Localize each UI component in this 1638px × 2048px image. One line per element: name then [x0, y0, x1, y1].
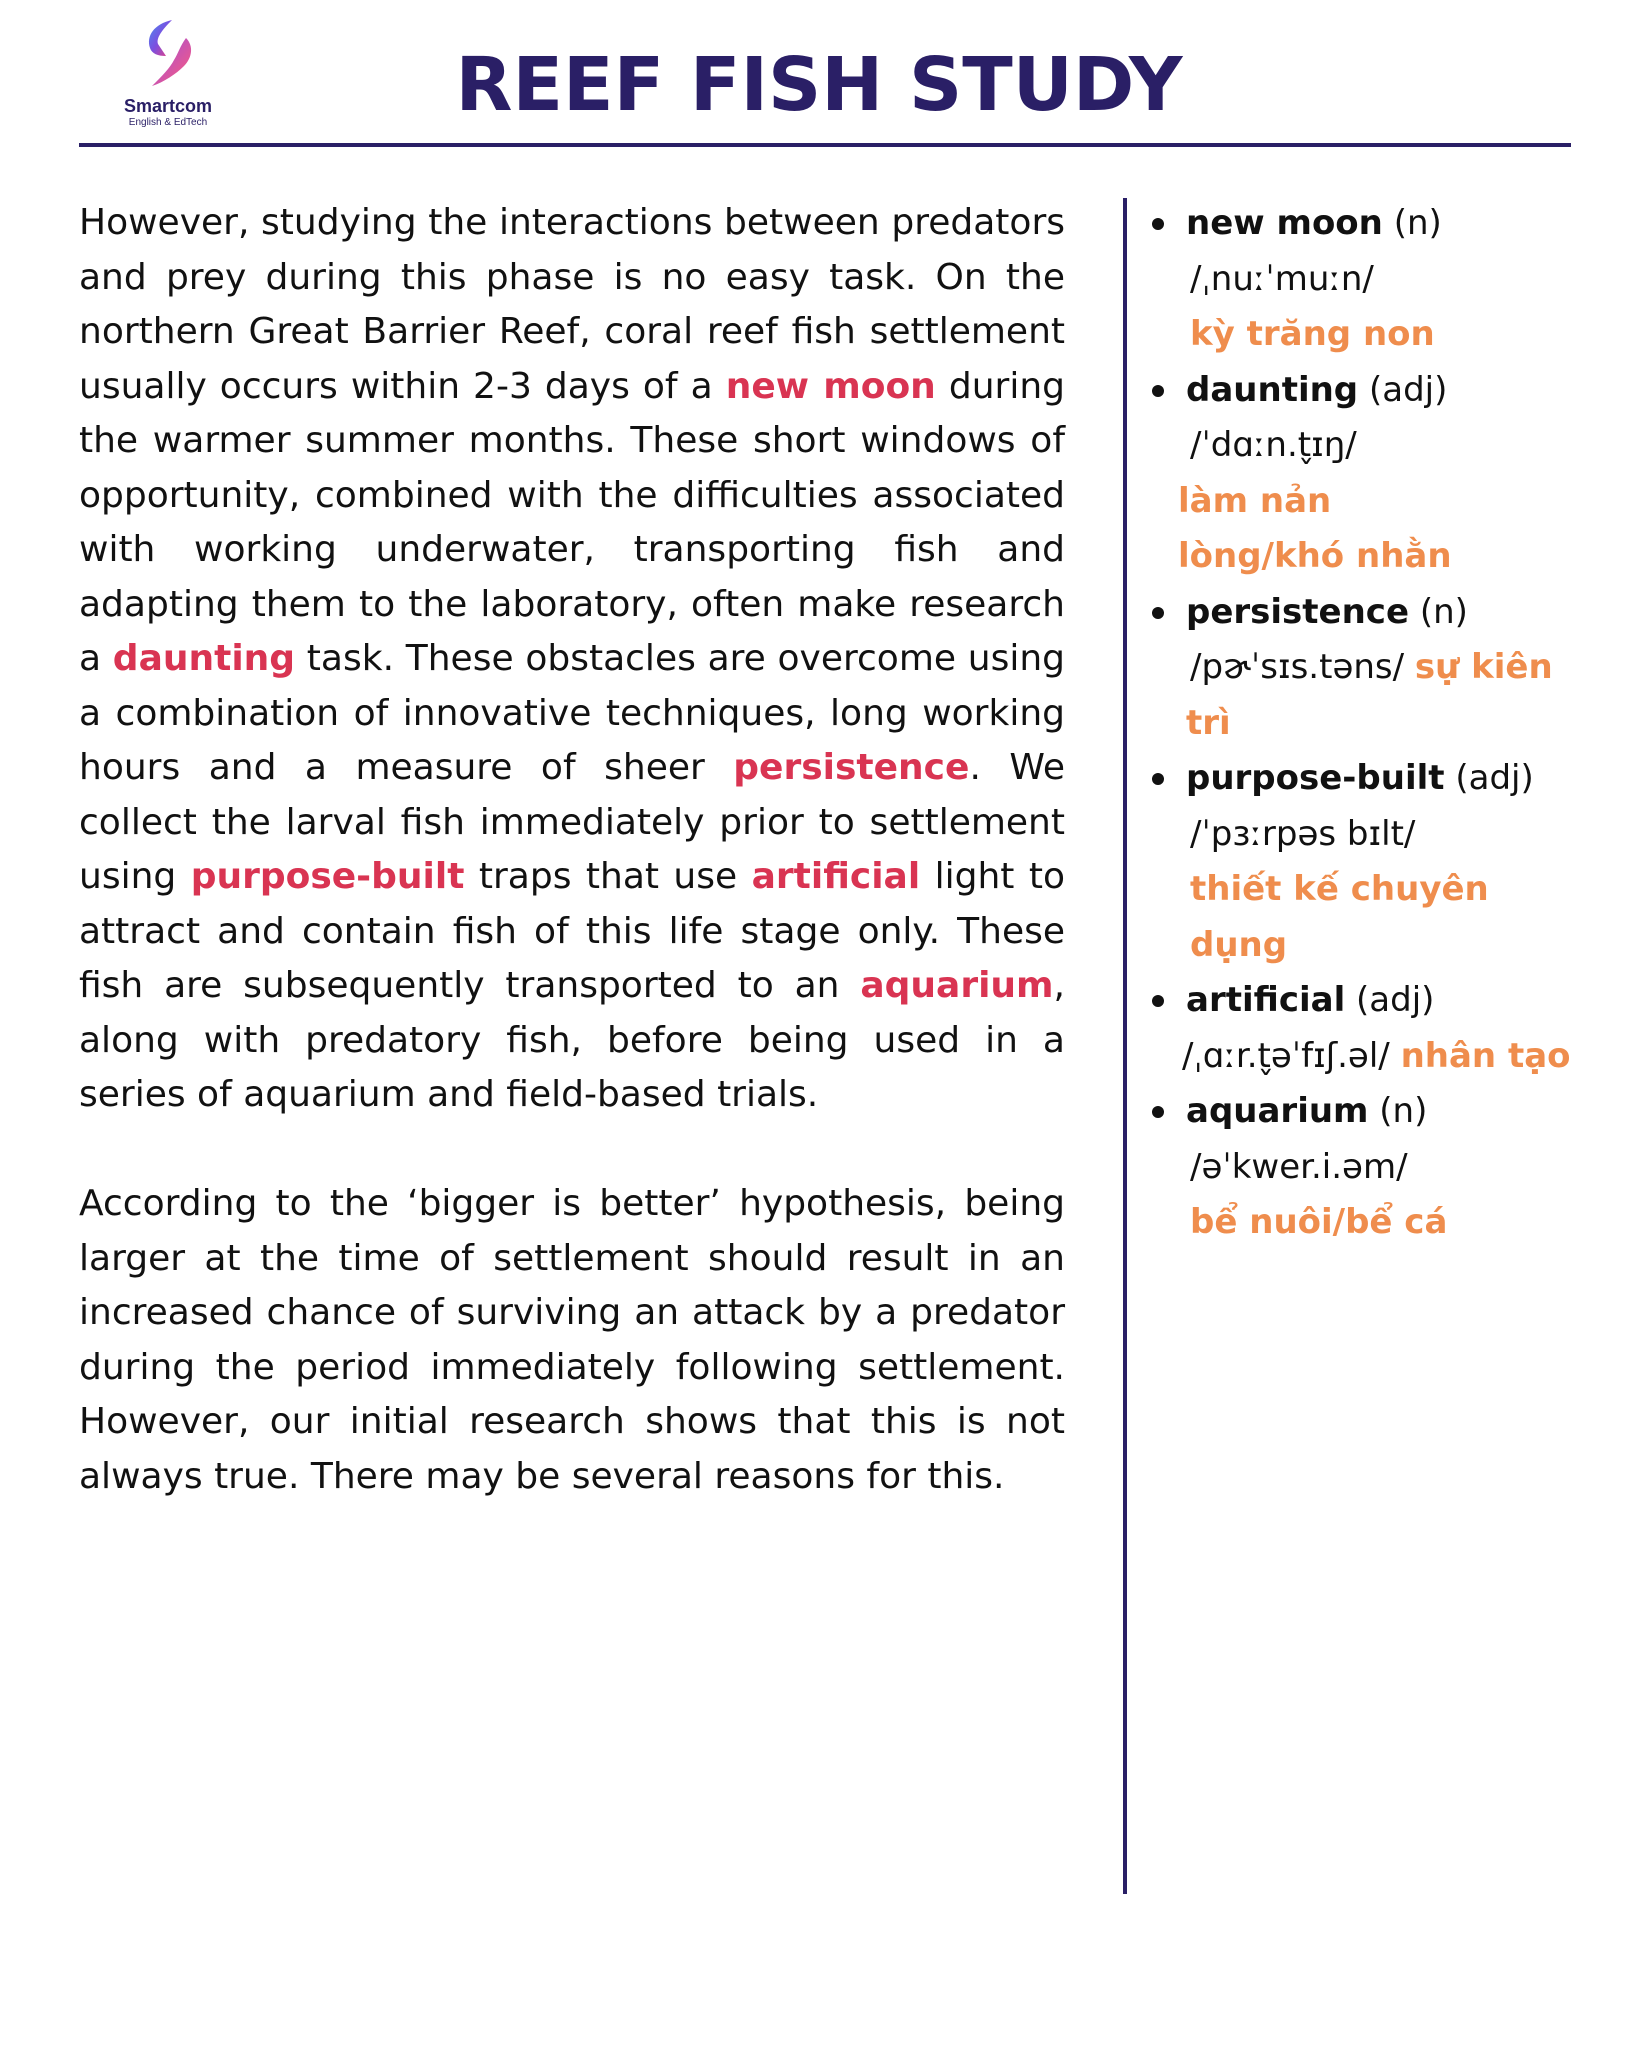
vocab-pos: (adj)	[1368, 369, 1448, 410]
vocab-ipa: /ˌnuːˈmuːn/	[1190, 258, 1374, 299]
page-title: REEF FISH STUDY	[455, 42, 1183, 128]
vocab-ipa: /ˌɑːr.t̬əˈfɪʃ.əl/	[1182, 1035, 1390, 1076]
highlight-persistence: persistence	[733, 747, 970, 788]
vocabulary-list	[1146, 196, 1596, 1251]
logo-name: Smartcom	[123, 96, 213, 116]
vocab-ipa: /ˈpɜːrpəs bɪlt/	[1190, 813, 1416, 854]
text-segment: However, studying the interactions between predators and prey during this phase is no easy task. On the northern Great Barrier Reef, coral reef fish settlement usually occurs within 2-3 days of a	[79, 202, 1065, 407]
vocab-ipa: /əˈkwer.i.əm/	[1190, 1146, 1408, 1187]
text-segment: task. These obstacles are overcome using a combination of innovative techniques, long working hours and a measure of sheer	[79, 638, 1065, 788]
vocab-term: artificial	[1186, 980, 1346, 1020]
vocab-meaning: làm nản lòng/khó nhằn	[1178, 480, 1452, 576]
logo-tagline: English & EdTech	[128, 117, 208, 128]
bullet-icon	[1152, 773, 1164, 785]
vocab-item-daunting	[1146, 363, 1596, 585]
bullet-icon	[1152, 1106, 1164, 1118]
highlight-purpose-built: purpose-built	[190, 856, 465, 897]
vocab-ipa: /pɚˈsɪs.təns/	[1190, 647, 1405, 687]
bullet-icon	[1152, 385, 1164, 397]
highlight-daunting: daunting	[112, 638, 296, 679]
text-segment: . We collect the larval fish immediately prior to settlement using	[79, 747, 1065, 897]
vocab-term: aquarium	[1186, 1091, 1369, 1131]
vocab-item-persistence	[1146, 585, 1596, 752]
vocab-pos: (adj)	[1356, 980, 1435, 1020]
header-divider	[79, 143, 1571, 147]
vocab-meaning: sự kiên trì	[1186, 647, 1553, 743]
vocab-pos: (adj)	[1455, 758, 1534, 798]
vocab-meaning: kỳ trăng non	[1190, 314, 1435, 354]
bullet-icon	[1152, 607, 1164, 619]
vocab-ipa: /ˈdɑːn.t̬ɪŋ/	[1190, 425, 1357, 465]
text-segment: , along with predatory fish, before being used in a series of aquarium and field-based trials.	[79, 965, 1065, 1115]
highlight-aquarium: aquarium	[860, 965, 1054, 1006]
highlight-new-moon: new moon	[725, 365, 936, 407]
vocab-pos: (n)	[1379, 1091, 1428, 1131]
highlight-artificial: artificial	[751, 856, 921, 897]
vocab-item-aquarium	[1146, 1084, 1596, 1251]
vocab-meaning: bể nuôi/bể cá	[1190, 1202, 1448, 1242]
vocab-term: persistence	[1186, 591, 1410, 632]
vocab-ipa-line	[1182, 1029, 1596, 1085]
text-segment: traps that use	[464, 856, 752, 897]
vocab-meaning: nhân tạo	[1400, 1035, 1571, 1076]
bullet-icon	[1152, 218, 1164, 230]
vocab-item-new-moon	[1146, 196, 1596, 363]
vocab-term: daunting	[1186, 369, 1359, 410]
vocab-item-artificial	[1146, 973, 1596, 1084]
vocab-item-purpose-built	[1146, 751, 1596, 973]
text-segment: light to attract and contain fish of this life stage only. These fish are subsequently transported to an	[79, 856, 1065, 1006]
article-paragraph-2: According to the ‘bigger is better’ hypothesis, being larger at the time of settlement should result in an increased chance of surviving an attack by a predator during the period immediately following settlement. However, our initial research shows that this is not always true. There may be several reasons for this.	[79, 1183, 1065, 1497]
bullet-icon	[1152, 995, 1164, 1007]
vocab-term: purpose-built	[1186, 758, 1445, 798]
vocab-pos: (n)	[1393, 203, 1442, 243]
article-paragraph-1	[79, 196, 1065, 1123]
vocab-meaning: thiết kế chuyên dụng	[1190, 869, 1489, 965]
vocab-term: new moon	[1186, 203, 1383, 243]
text-segment: during the warmer summer months. These short windows of opportunity, combined with the difficulties associated with working underwater, transporting fish and adapting them to the laboratory, often make research a	[79, 365, 1065, 679]
article-body	[79, 196, 1065, 1559]
column-divider	[1123, 198, 1127, 1894]
vocab-pos: (n)	[1419, 591, 1468, 632]
